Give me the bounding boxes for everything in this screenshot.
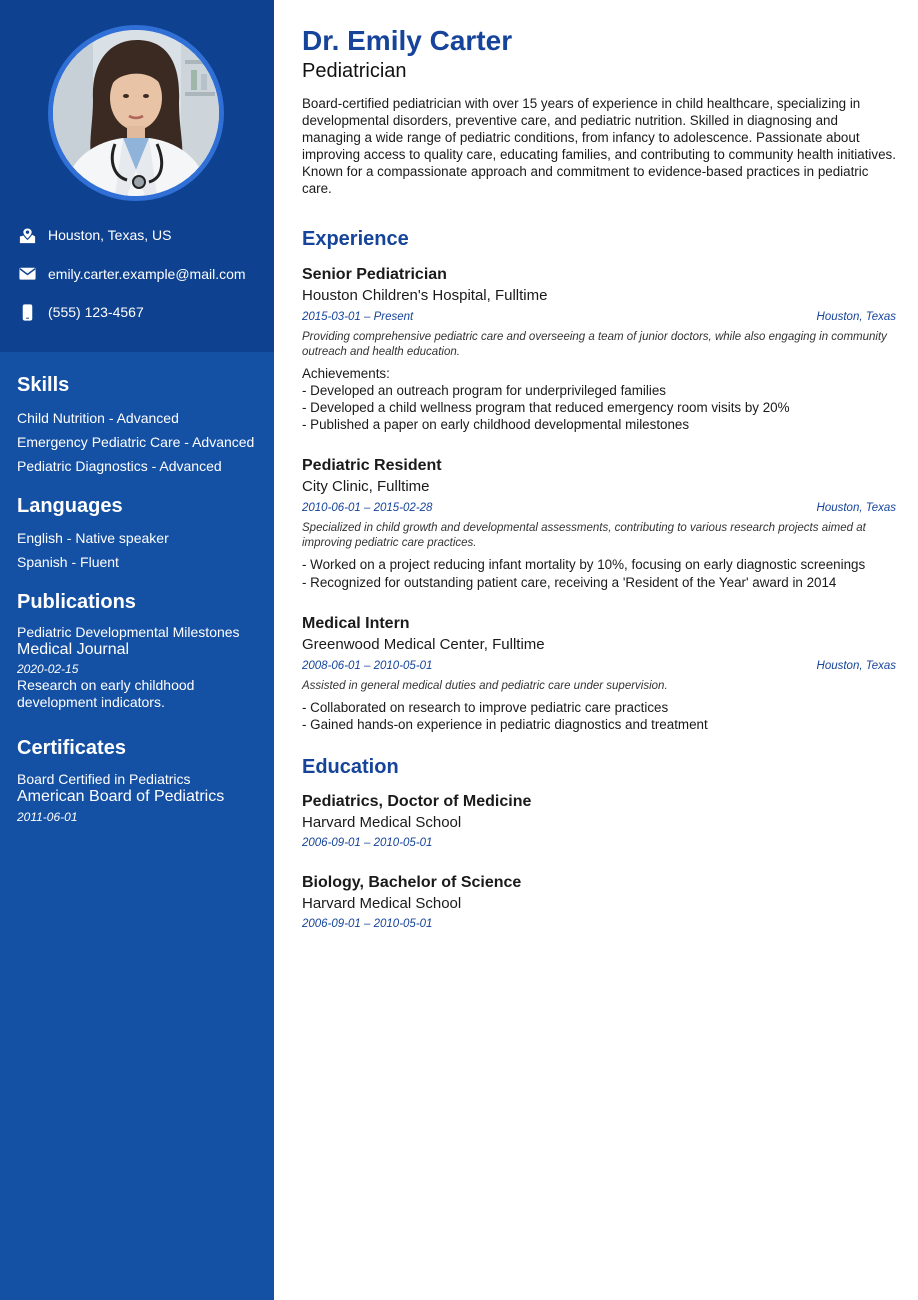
- publication-summary: Research on early childhood development indicators.: [17, 677, 195, 710]
- degree-area: Pediatrics, Doctor of Medicine: [302, 793, 532, 811]
- publications-section: [0, 591, 274, 711]
- sidebar: [0, 0, 274, 1300]
- language-item: English - Native speaker: [17, 530, 169, 546]
- institution: Harvard Medical School: [302, 895, 462, 913]
- job-organization: Houston Children's Hospital, Fulltime: [302, 286, 548, 304]
- job-highlights: [302, 365, 896, 434]
- degree-area: Biology, Bachelor of Science: [302, 874, 522, 892]
- contact-phone[interactable]: [17, 302, 274, 322]
- education-item: [302, 792, 896, 851]
- languages-section: [0, 495, 274, 574]
- experience-item: [302, 456, 896, 590]
- contact-list: [0, 225, 274, 322]
- avatar: [48, 25, 224, 201]
- job-position: Medical Intern: [302, 614, 410, 632]
- email-link[interactable]: emily.carter.example@mail.com: [48, 265, 246, 282]
- job-highlight: - Developed an outreach program for underprivileged families: [302, 382, 666, 398]
- job-organization: City Clinic, Fulltime: [302, 478, 430, 496]
- person-name: Dr. Emily Carter: [302, 25, 513, 56]
- job-meta: [302, 658, 896, 674]
- certificate-date: 2011-06-01: [17, 810, 78, 824]
- job-highlight: Achievements:: [302, 365, 390, 381]
- job-position: Pediatric Resident: [302, 457, 442, 475]
- skill-item: Pediatric Diagnostics - Advanced: [17, 458, 222, 474]
- email-icon: [17, 264, 37, 284]
- education-dates: 2006-09-01 – 2010-05-01: [302, 837, 433, 850]
- job-summary: Assisted in general medical duties and pediatric care under supervision.: [302, 679, 668, 692]
- experience-item: [302, 614, 896, 733]
- job-dates: 2015-03-01 – Present: [302, 310, 414, 323]
- education-item: [302, 873, 896, 932]
- job-highlights: [302, 699, 896, 733]
- certificates-heading: Certificates: [17, 737, 126, 759]
- main-content: [302, 0, 896, 932]
- job-highlights: [302, 556, 896, 590]
- job-summary: Specialized in child growth and developmental assessments, contributing to various research projects aimed at improving pediatric care practices.: [302, 522, 866, 550]
- contact-location: [17, 225, 274, 245]
- skills-section: [0, 374, 274, 478]
- phone-icon: [17, 302, 37, 322]
- sidebar-header: [0, 0, 274, 352]
- job-location: Houston, Texas: [816, 659, 896, 672]
- experience-heading: Experience: [302, 227, 409, 250]
- institution: Harvard Medical School: [302, 814, 462, 832]
- portrait-photo: [53, 30, 219, 196]
- publication-name: Pediatric Developmental Milestones: [17, 624, 240, 640]
- certificates-section: [0, 737, 274, 825]
- job-dates: 2010-06-01 – 2015-02-28: [302, 502, 433, 515]
- job-highlight: - Collaborated on research to improve pediatric care practices: [302, 699, 669, 715]
- job-title: Pediatrician: [302, 60, 407, 82]
- job-highlight: - Worked on a project reducing infant mortality by 10%, focusing on early diagnostic screenings: [302, 557, 866, 573]
- education-heading: Education: [302, 756, 399, 779]
- languages-heading: Languages: [17, 495, 123, 517]
- job-meta: [302, 309, 896, 325]
- profile-summary: Board-certified pediatrician with over 15 years of experience in child healthcare, specializing in developmental disorders, preventive care, and pediatric nutrition. Skilled in diagnosing and managing a wide range of pediatric conditions, from infancy to adolescence. Passionate about improving access to quality care, educating families, and contributing to community health initiatives. Known for a compassionate approach and commitment to evidence-based practices in pediatric care.: [302, 96, 896, 197]
- phone-link[interactable]: (555) 123-4567: [48, 304, 144, 320]
- job-dates: 2008-06-01 – 2010-05-01: [302, 659, 433, 672]
- experience-item: [302, 265, 896, 434]
- publication-date: 2020-02-15: [17, 662, 79, 676]
- skill-item: Emergency Pediatric Care - Advanced: [17, 434, 255, 450]
- publications-heading: Publications: [17, 591, 136, 613]
- job-position: Senior Pediatrician: [302, 265, 447, 283]
- contact-email[interactable]: [17, 264, 274, 284]
- job-highlight: - Developed a child wellness program that reduced emergency room visits by 20%: [302, 399, 790, 415]
- job-highlight: - Gained hands-on experience in pediatric diagnostics and treatment: [302, 716, 708, 732]
- skill-item: Child Nutrition - Advanced: [17, 410, 179, 426]
- certificate-name: Board Certified in Pediatrics: [17, 771, 191, 787]
- skills-heading: Skills: [17, 374, 70, 396]
- location-text: Houston, Texas, US: [48, 227, 172, 243]
- location-icon: [17, 225, 37, 245]
- job-summary: Providing comprehensive pediatric care and overseeing a team of junior doctors, while also engaging in community outreach and health education.: [302, 330, 887, 358]
- job-highlight: - Recognized for outstanding patient care, receiving a 'Resident of the Year' award in 2014: [302, 574, 837, 590]
- job-location: Houston, Texas: [816, 502, 896, 515]
- publication-publisher: Medical Journal: [17, 641, 130, 658]
- job-highlight: - Published a paper on early childhood developmental milestones: [302, 417, 690, 433]
- language-item: Spanish - Fluent: [17, 554, 119, 570]
- certificate-issuer: American Board of Pediatrics: [17, 788, 225, 805]
- job-organization: Greenwood Medical Center, Fulltime: [302, 635, 545, 653]
- education-dates: 2006-09-01 – 2010-05-01: [302, 918, 433, 931]
- job-meta: [302, 500, 896, 516]
- job-location: Houston, Texas: [816, 310, 896, 323]
